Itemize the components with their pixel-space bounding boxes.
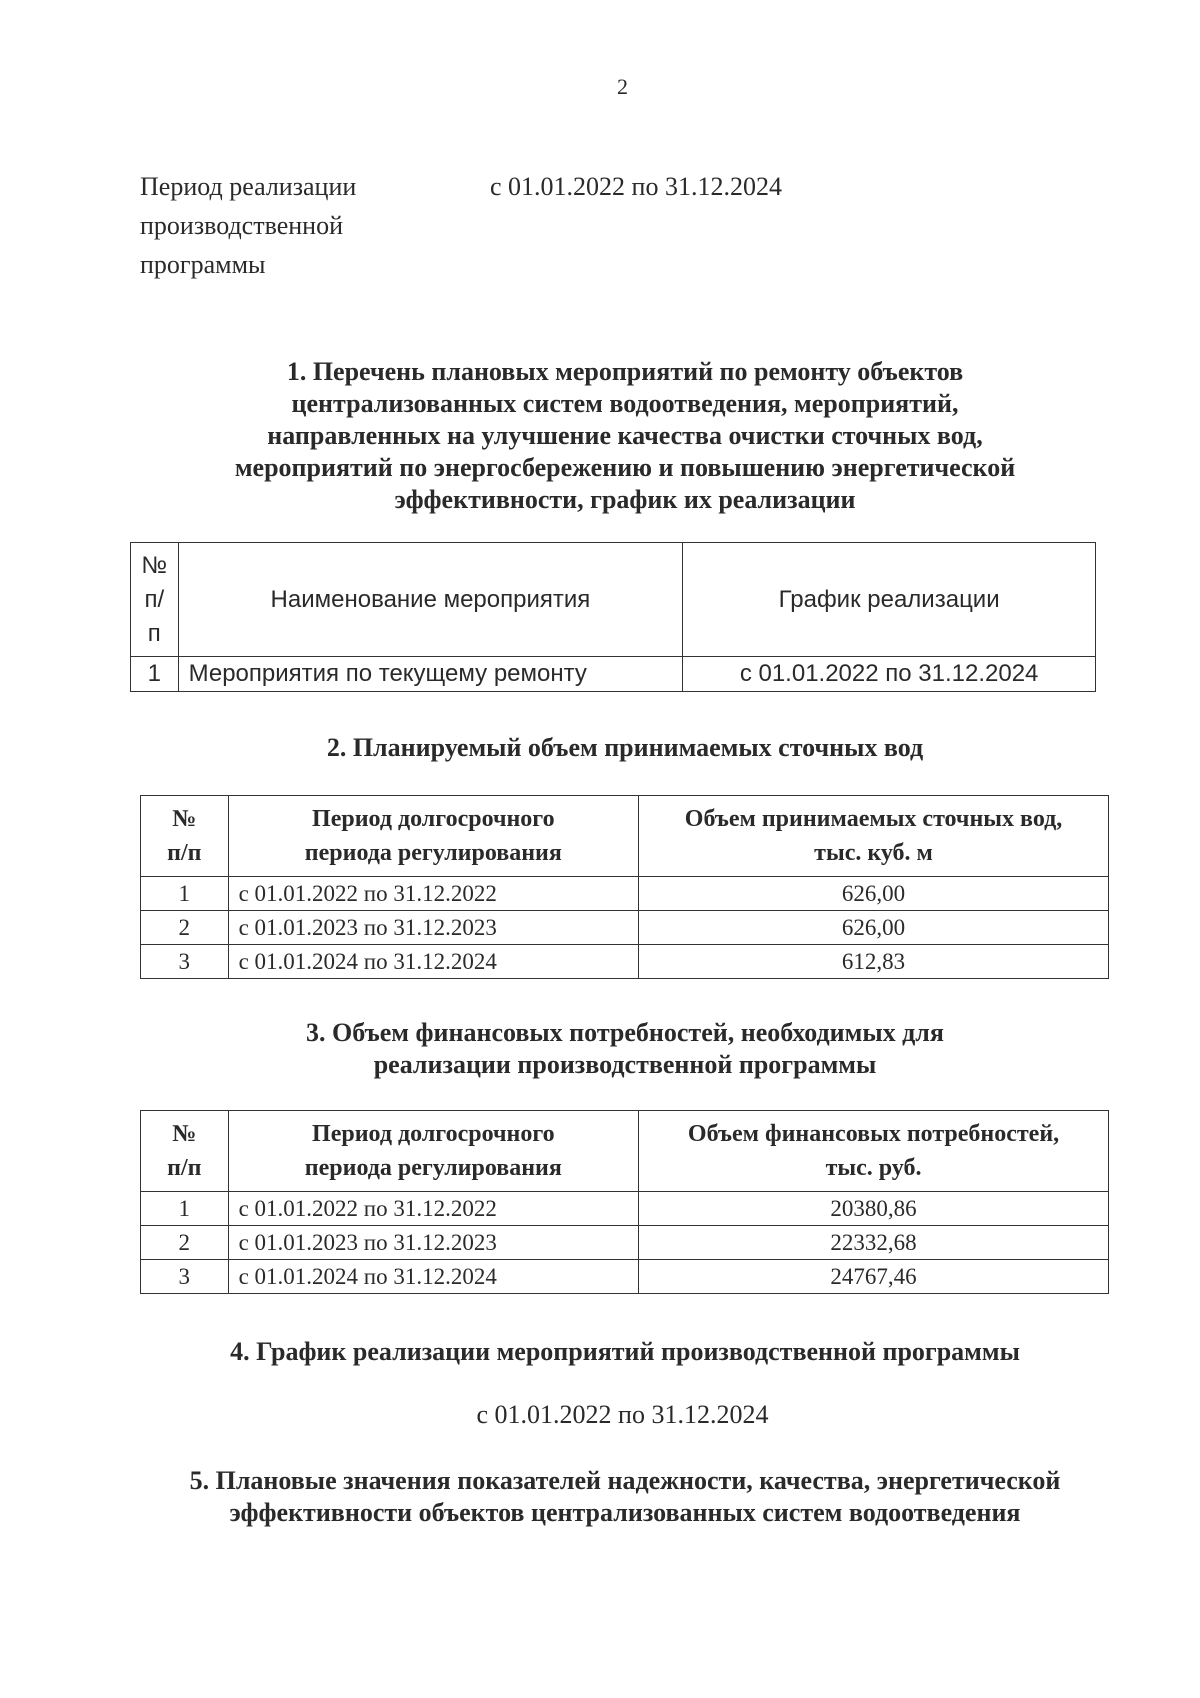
cell-volume: 626,00 <box>639 911 1109 945</box>
title-line: мероприятий по энергосбережению и повышению энергетической <box>234 453 1016 482</box>
cell-number: 1 <box>141 877 229 911</box>
header-volume-line: тыс. куб. м <box>814 840 933 866</box>
title-line: эффективности объектов централизованных систем водоотведения <box>229 1498 1021 1527</box>
section3-title <box>130 1017 1120 1081</box>
title-line: 4. График реализации мероприятий производственной программы <box>230 1337 1020 1366</box>
header-financial-line: тыс. руб. <box>825 1155 922 1181</box>
header-schedule: График реализации <box>683 543 1096 657</box>
header-volume <box>639 796 1109 877</box>
title-line: реализации производственной программы <box>373 1050 877 1079</box>
title-line: направленных на улучшение качества очистки сточных вод, <box>267 421 983 450</box>
table-row <box>141 1226 1109 1260</box>
program-period-label <box>140 167 440 284</box>
section1-title <box>130 356 1120 516</box>
page-number: 2 <box>617 74 628 99</box>
cell-financial-needs: 22332,68 <box>639 1226 1109 1260</box>
program-period-value: с 01.01.2022 по 31.12.2024 <box>490 172 782 201</box>
title-line: 1. Перечень плановых мероприятий по ремонту объектов <box>286 357 964 386</box>
title-line: эффективности, график их реализации <box>394 485 856 514</box>
header-number-line: п <box>147 619 161 647</box>
title-line: централизованных систем водоотведения, мероприятий, <box>291 389 959 418</box>
header-number-line: п/п <box>167 840 202 866</box>
cell-period: с 01.01.2023 по 31.12.2023 <box>228 911 638 945</box>
table-header-row <box>141 1111 1109 1192</box>
header-number-line: № <box>172 806 197 832</box>
financial-needs-table <box>140 1110 1109 1294</box>
cell-number: 1 <box>141 1192 229 1226</box>
measures-table <box>130 542 1096 692</box>
header-volume-line: Объем принимаемых сточных вод, <box>684 806 1063 832</box>
cell-financial-needs: 24767,46 <box>639 1260 1109 1294</box>
table-header-row <box>141 796 1109 877</box>
header-financial-line: Объем финансовых потребностей, <box>687 1121 1060 1147</box>
header-period-line: периода регулирования <box>304 840 562 866</box>
period-label-line: производственной <box>140 211 343 240</box>
table-header-row <box>131 543 1096 657</box>
header-number-line: № <box>172 1121 197 1147</box>
cell-volume: 626,00 <box>639 877 1109 911</box>
header-measure-name: Наименование мероприятия <box>178 543 683 657</box>
cell-period: с 01.01.2024 по 31.12.2024 <box>228 1260 638 1294</box>
cell-number: 3 <box>141 1260 229 1294</box>
section4-dates: с 01.01.2022 по 31.12.2024 <box>476 1400 769 1429</box>
table-row <box>141 1260 1109 1294</box>
title-line: 2. Планируемый объем принимаемых сточных вод <box>326 733 924 762</box>
header-period <box>228 1111 638 1192</box>
header-period-line: Период долгосрочного <box>312 1121 555 1147</box>
cell-volume: 612,83 <box>639 945 1109 979</box>
header-number-line: № <box>141 551 168 579</box>
cell-number: 3 <box>141 945 229 979</box>
cell-financial-needs: 20380,86 <box>639 1192 1109 1226</box>
table-row <box>141 945 1109 979</box>
title-line: 3. Объем финансовых потребностей, необходимых для <box>306 1018 944 1047</box>
table-row <box>131 657 1096 692</box>
period-label-line: Период реализации <box>140 172 357 201</box>
title-line: 5. Плановые значения показателей надежности, качества, энергетической <box>189 1466 1061 1495</box>
table-row <box>141 877 1109 911</box>
cell-period: с 01.01.2024 по 31.12.2024 <box>228 945 638 979</box>
header-period <box>228 796 638 877</box>
header-number <box>141 1111 229 1192</box>
header-number-line: п/ <box>144 585 165 613</box>
header-number <box>131 543 179 657</box>
cell-number: 1 <box>131 657 179 692</box>
cell-period: с 01.01.2022 по 31.12.2022 <box>228 1192 638 1226</box>
wastewater-volume-table <box>140 795 1109 979</box>
header-period-line: периода регулирования <box>304 1155 562 1181</box>
cell-period: с 01.01.2022 по 31.12.2022 <box>228 877 638 911</box>
section4-title <box>130 1336 1120 1368</box>
cell-number: 2 <box>141 1226 229 1260</box>
table-row <box>141 911 1109 945</box>
section2-title <box>130 732 1120 764</box>
cell-number: 2 <box>141 911 229 945</box>
section5-title <box>130 1465 1120 1529</box>
header-financial-needs <box>639 1111 1109 1192</box>
cell-period: с 01.01.2023 по 31.12.2023 <box>228 1226 638 1260</box>
cell-schedule: с 01.01.2022 по 31.12.2024 <box>683 657 1096 692</box>
period-label-line: программы <box>140 250 266 279</box>
table-row <box>141 1192 1109 1226</box>
cell-measure-name: Мероприятия по текущему ремонту <box>178 657 683 692</box>
header-number <box>141 796 229 877</box>
header-number-line: п/п <box>167 1155 202 1181</box>
header-period-line: Период долгосрочного <box>312 806 555 832</box>
